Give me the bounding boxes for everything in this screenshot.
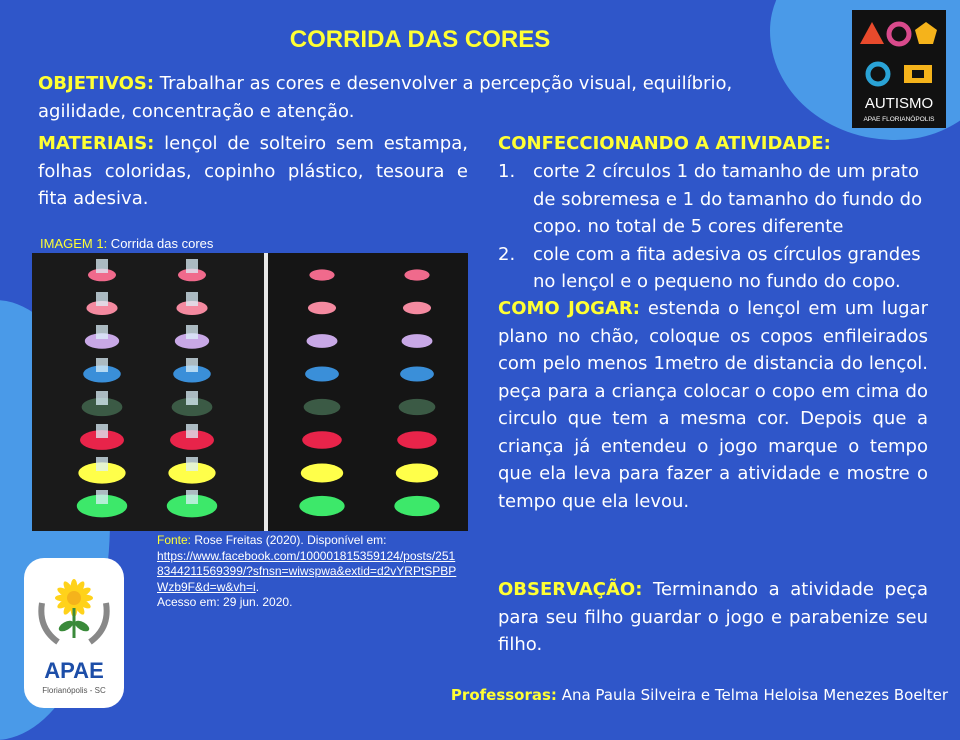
logo-circle-icon xyxy=(889,24,909,44)
photo-plastic-cup xyxy=(96,325,108,339)
logo-triangle-icon xyxy=(860,22,884,44)
image-caption xyxy=(40,236,213,251)
photo-color-circle xyxy=(402,334,433,348)
apae-logo xyxy=(24,558,124,708)
image-caption-text: Corrida das cores xyxy=(107,236,214,251)
photo-color-circle xyxy=(396,464,438,483)
source-after-link: . xyxy=(255,579,260,594)
logo-pentagon-icon xyxy=(915,22,937,44)
list-item: 2. cole com a fita adesiva os círculos grandes no lençol e o pequeno no fundo do copo. xyxy=(498,243,921,292)
footer-label: Professoras: xyxy=(450,686,557,704)
photo-color-circle xyxy=(400,366,434,381)
how-to-play-text: estenda o lençol em um lugar plano no chão, coloque os copos enfileirados com pelo menos 1metro de distancia do lençol. peça para a criança colocar o copo em cima do circulo que tem a mesma cor. Depois que a criança já entendeu o jogo marque o tempo que ela leva para fazer a atividade e mostre o tempo que ela levou. xyxy=(498,298,928,512)
apae-name: APAE xyxy=(44,658,104,683)
photo-color-circle xyxy=(308,302,336,314)
logo-autismo-text: AUTISMO xyxy=(864,95,934,112)
photo-plastic-cup xyxy=(186,424,198,438)
footer-credits xyxy=(451,686,948,704)
photo-plastic-cup xyxy=(186,358,198,372)
photo-right-black-sheet xyxy=(268,253,468,531)
photo-plastic-cup xyxy=(96,259,108,273)
materials-text: lençol de solteiro sem estampa, folhas coloridas, copinho plástico, tesoura e fita adesiva. xyxy=(38,133,468,209)
photo-plastic-cup xyxy=(96,490,108,504)
autismo-logo xyxy=(852,10,946,128)
photo-plastic-cup xyxy=(186,259,198,273)
sunflower-icon xyxy=(55,579,93,638)
photo-color-circle xyxy=(307,334,338,348)
photo-color-circle xyxy=(399,399,436,415)
photo-color-circle xyxy=(301,464,343,483)
objectives-text: Trabalhar as cores e desenvolver a percepção visual, equilíbrio, agilidade, concentração e atenção. xyxy=(38,73,733,122)
objectives-label: OBJETIVOS: xyxy=(38,73,155,94)
photo-color-circle xyxy=(302,431,342,449)
photo-color-circle xyxy=(404,269,429,280)
objectives-paragraph xyxy=(38,70,798,125)
left-hand-icon xyxy=(41,603,58,642)
source-text: Rose Freitas (2020). Disponível em: xyxy=(191,533,387,547)
list-item: 1. corte 2 círculos 1 do tamanho de um prato de sobremesa e 1 do tamanho do fundo do copo. no total de 5 cores diferente xyxy=(498,161,923,237)
photo-plastic-cup xyxy=(186,391,198,405)
observation-paragraph xyxy=(498,576,928,659)
photo-plastic-cup xyxy=(186,325,198,339)
making-heading: CONFECCIONANDO A ATIVIDADE: xyxy=(498,133,831,154)
source-citation xyxy=(157,533,457,611)
photo-plastic-cup xyxy=(186,457,198,471)
source-prefix: Fonte: xyxy=(157,533,192,547)
logo-ring-icon xyxy=(868,64,888,84)
photo-plastic-cup xyxy=(186,490,198,504)
making-steps xyxy=(498,158,928,296)
photo-color-circle xyxy=(304,399,341,415)
photo-color-circle xyxy=(309,269,334,280)
photo-plastic-cup xyxy=(96,292,108,306)
observation-text: Terminando a atividade peça para seu filho guardar o jogo e parabenize seu filho. xyxy=(498,579,928,655)
image-caption-prefix: IMAGEM 1: xyxy=(40,236,108,251)
footer-text: Ana Paula Silveira e Telma Heloisa Menezes Boelter xyxy=(556,686,948,704)
source-access-date: Acesso em: 29 jun. 2020. xyxy=(157,595,293,609)
materials-label: MATERIAIS: xyxy=(38,133,155,154)
photo-plastic-cup xyxy=(96,424,108,438)
photo-color-circle xyxy=(403,302,431,314)
materials-paragraph xyxy=(38,130,468,213)
source-link[interactable]: https://www.facebook.com/100001815359124/posts/2518344211569399/?sfnsn=wiwspwa&extid=d2vYRPtSPBPWzb9F&d=w&vh=i xyxy=(157,548,457,594)
photo-color-circle xyxy=(397,431,437,449)
photo-plastic-cup xyxy=(186,292,198,306)
logo-autismo-subtext: APAE FLORIANÓPOLIS xyxy=(863,116,935,123)
how-to-play-paragraph xyxy=(498,295,928,515)
photo-color-circle xyxy=(305,366,339,381)
observation-label: OBSERVAÇÃO: xyxy=(498,579,643,600)
page-title: CORRIDA DAS CORES xyxy=(289,26,551,53)
activity-photo xyxy=(32,253,468,531)
photo-left-black-sheet xyxy=(32,253,264,531)
how-to-play-label: COMO JOGAR: xyxy=(498,298,640,319)
right-hand-icon xyxy=(90,603,107,642)
photo-color-circle xyxy=(394,496,439,516)
photo-plastic-cup xyxy=(96,358,108,372)
photo-plastic-cup xyxy=(96,391,108,405)
apae-city: Florianópolis - SC xyxy=(42,686,106,695)
photo-color-circle xyxy=(299,496,344,516)
photo-plastic-cup xyxy=(96,457,108,471)
